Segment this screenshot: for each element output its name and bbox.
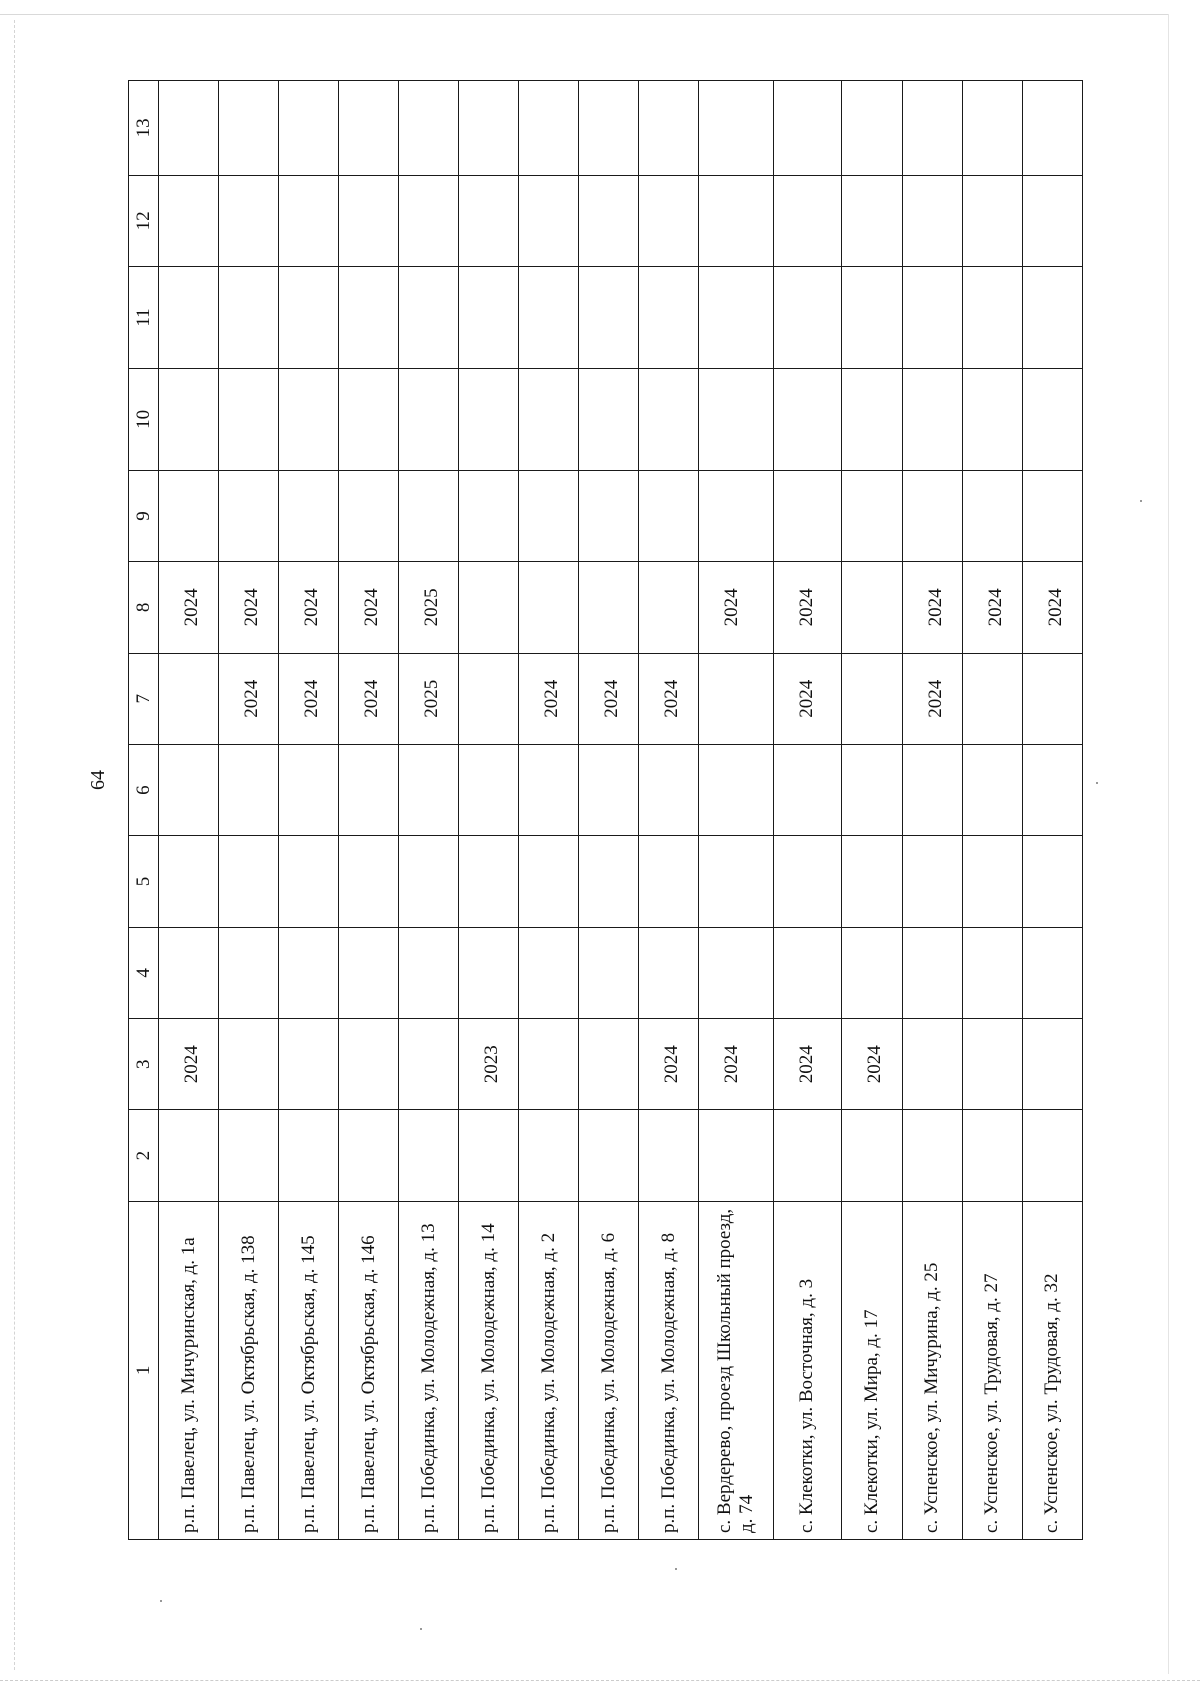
year-cell	[1022, 927, 1082, 1018]
year-cell	[1022, 175, 1082, 266]
year-cell	[279, 1019, 339, 1110]
table-row	[159, 81, 219, 1540]
year-cell	[841, 836, 902, 927]
year-cell	[841, 175, 902, 266]
year-cell	[579, 836, 639, 927]
year-cell	[459, 562, 519, 653]
year-cell	[841, 1110, 902, 1201]
year-cell	[774, 744, 842, 835]
address-cell: р.п. Павелец, ул. Октябрьская, д. 138	[219, 1201, 279, 1539]
column-header: 13	[129, 81, 159, 176]
year-cell	[902, 81, 962, 176]
year-cell	[219, 81, 279, 176]
scan-speck	[420, 1628, 422, 1630]
year-cell: 2024	[219, 562, 279, 653]
year-cell	[699, 744, 774, 835]
year-cell	[639, 836, 699, 927]
year-cell	[902, 175, 962, 266]
table-row	[841, 81, 902, 1540]
column-header: 10	[129, 368, 159, 470]
year-cell	[339, 175, 399, 266]
year-cell	[962, 653, 1022, 744]
year-cell	[841, 81, 902, 176]
year-cell	[1022, 267, 1082, 369]
year-cell	[1022, 368, 1082, 470]
year-cell: 2024	[579, 653, 639, 744]
header-row	[129, 81, 159, 1540]
table-row	[699, 81, 774, 1540]
year-cell	[774, 1110, 842, 1201]
scan-edge-right	[1168, 14, 1169, 1674]
year-cell	[399, 927, 459, 1018]
year-cell	[279, 470, 339, 561]
column-header: 6	[129, 744, 159, 835]
year-cell	[219, 175, 279, 266]
year-cell	[579, 927, 639, 1018]
year-cell	[579, 267, 639, 369]
column-header: 3	[129, 1019, 159, 1110]
year-cell	[399, 470, 459, 561]
year-cell: 2024	[1022, 562, 1082, 653]
year-cell: 2025	[399, 562, 459, 653]
year-cell	[902, 744, 962, 835]
year-cell	[699, 368, 774, 470]
scan-speck	[1140, 500, 1142, 502]
year-cell	[459, 1110, 519, 1201]
address-cell: с. Клекотки, ул. Восточная, д. 3	[774, 1201, 842, 1539]
table-row	[459, 81, 519, 1540]
address-cell: р.п. Побединка, ул. Молодежная, д. 14	[459, 1201, 519, 1539]
year-cell	[774, 175, 842, 266]
year-cell	[962, 1110, 1022, 1201]
year-cell	[339, 1019, 399, 1110]
year-cell	[399, 744, 459, 835]
year-cell	[774, 267, 842, 369]
year-cell	[399, 1110, 459, 1201]
scan-edge-top	[0, 14, 1168, 15]
year-cell	[962, 836, 1022, 927]
page-number: 64	[87, 770, 109, 790]
year-cell	[962, 470, 1022, 561]
year-cell	[579, 470, 639, 561]
address-cell: р.п. Павелец, ул. Октябрьская, д. 145	[279, 1201, 339, 1539]
year-cell	[639, 1110, 699, 1201]
year-cell	[339, 81, 399, 176]
year-cell	[519, 1019, 579, 1110]
year-cell	[339, 836, 399, 927]
year-cell	[579, 562, 639, 653]
year-cell	[841, 744, 902, 835]
address-cell: р.п. Побединка, ул. Молодежная, д. 6	[579, 1201, 639, 1539]
year-cell	[159, 368, 219, 470]
table-body	[129, 81, 1083, 1540]
year-cell	[339, 1110, 399, 1201]
year-cell: 2024	[902, 562, 962, 653]
year-cell	[519, 1110, 579, 1201]
year-cell: 2024	[774, 1019, 842, 1110]
column-header: 12	[129, 175, 159, 266]
year-cell: 2024	[279, 562, 339, 653]
address-cell: р.п. Побединка, ул. Молодежная, д. 8	[639, 1201, 699, 1539]
year-cell: 2024	[841, 1019, 902, 1110]
year-cell	[399, 368, 459, 470]
year-cell	[279, 744, 339, 835]
year-cell	[579, 1110, 639, 1201]
year-cell	[519, 470, 579, 561]
year-cell	[841, 653, 902, 744]
table-row	[1022, 81, 1082, 1540]
year-cell	[902, 1019, 962, 1110]
year-cell	[219, 744, 279, 835]
table-row	[339, 81, 399, 1540]
scan-speck	[675, 1568, 677, 1570]
year-cell: 2025	[399, 653, 459, 744]
year-cell	[639, 175, 699, 266]
year-cell	[459, 175, 519, 266]
table-row	[579, 81, 639, 1540]
address-cell: р.п. Павелец, ул. Мичуринская, д. 1а	[159, 1201, 219, 1539]
year-cell	[159, 267, 219, 369]
scan-edge-left	[14, 20, 16, 1670]
year-cell	[339, 744, 399, 835]
address-cell: с. Успенское, ул. Трудовая, д. 27	[962, 1201, 1022, 1539]
year-cell	[339, 267, 399, 369]
year-cell: 2024	[279, 653, 339, 744]
table-row	[902, 81, 962, 1540]
address-cell: р.п. Побединка, ул. Молодежная, д. 2	[519, 1201, 579, 1539]
year-cell	[399, 81, 459, 176]
year-cell	[159, 1110, 219, 1201]
year-cell	[774, 927, 842, 1018]
year-cell: 2024	[639, 1019, 699, 1110]
scan-edge-bottom	[0, 1680, 1200, 1682]
year-cell	[774, 836, 842, 927]
year-cell	[639, 81, 699, 176]
year-cell	[459, 81, 519, 176]
year-cell	[699, 470, 774, 561]
year-cell: 2024	[774, 562, 842, 653]
year-cell	[639, 927, 699, 1018]
year-cell	[902, 267, 962, 369]
column-header: 5	[129, 836, 159, 927]
year-cell: 2024	[774, 653, 842, 744]
column-header: 9	[129, 470, 159, 561]
year-cell	[279, 175, 339, 266]
year-cell	[519, 368, 579, 470]
year-cell	[459, 368, 519, 470]
year-cell	[279, 368, 339, 470]
year-cell	[962, 1019, 1022, 1110]
year-cell: 2024	[519, 653, 579, 744]
year-cell	[962, 81, 1022, 176]
year-cell	[519, 562, 579, 653]
year-cell	[159, 470, 219, 561]
year-cell: 2024	[339, 562, 399, 653]
year-cell	[902, 927, 962, 1018]
year-cell: 2024	[962, 562, 1022, 653]
year-cell	[1022, 470, 1082, 561]
year-cell	[699, 267, 774, 369]
year-cell	[159, 653, 219, 744]
year-cell	[159, 81, 219, 176]
year-cell	[1022, 1019, 1082, 1110]
table-row	[219, 81, 279, 1540]
year-cell	[962, 267, 1022, 369]
year-cell	[962, 175, 1022, 266]
year-cell	[579, 1019, 639, 1110]
table-row	[399, 81, 459, 1540]
year-cell	[774, 470, 842, 561]
year-cell	[699, 653, 774, 744]
year-cell	[1022, 81, 1082, 176]
year-cell	[279, 81, 339, 176]
year-cell	[579, 368, 639, 470]
table-row	[519, 81, 579, 1540]
year-cell	[339, 927, 399, 1018]
year-cell	[279, 1110, 339, 1201]
year-cell	[579, 744, 639, 835]
year-cell	[699, 175, 774, 266]
year-cell	[841, 267, 902, 369]
column-header: 7	[129, 653, 159, 744]
year-cell	[1022, 744, 1082, 835]
year-cell: 2024	[699, 562, 774, 653]
year-cell	[339, 470, 399, 561]
year-cell	[639, 368, 699, 470]
year-cell	[962, 927, 1022, 1018]
year-cell	[279, 836, 339, 927]
column-header: 4	[129, 927, 159, 1018]
year-cell	[399, 836, 459, 927]
scan-speck	[1096, 782, 1098, 784]
year-cell	[639, 267, 699, 369]
column-header: 2	[129, 1110, 159, 1201]
year-cell	[459, 927, 519, 1018]
year-cell	[519, 267, 579, 369]
year-cell	[459, 836, 519, 927]
year-cell	[699, 81, 774, 176]
year-cell	[339, 368, 399, 470]
year-cell	[519, 744, 579, 835]
year-cell	[579, 81, 639, 176]
year-cell: 2024	[159, 1019, 219, 1110]
year-cell	[902, 1110, 962, 1201]
year-cell	[699, 927, 774, 1018]
year-cell: 2024	[699, 1019, 774, 1110]
table-wrapper	[128, 80, 1083, 1540]
year-cell	[639, 562, 699, 653]
year-cell	[639, 744, 699, 835]
year-cell	[902, 836, 962, 927]
year-cell	[219, 1110, 279, 1201]
year-cell	[219, 836, 279, 927]
year-cell	[219, 267, 279, 369]
scan-speck	[160, 1600, 162, 1602]
year-cell	[962, 744, 1022, 835]
year-cell	[579, 175, 639, 266]
year-cell	[279, 927, 339, 1018]
year-cell	[841, 562, 902, 653]
year-cell	[219, 927, 279, 1018]
year-cell	[459, 470, 519, 561]
year-cell: 2024	[639, 653, 699, 744]
year-cell	[159, 927, 219, 1018]
year-cell	[774, 81, 842, 176]
year-cell	[1022, 836, 1082, 927]
year-cell	[399, 175, 459, 266]
address-cell: с. Клекотки, ул. Мира, д. 17	[841, 1201, 902, 1539]
year-cell	[1022, 653, 1082, 744]
year-cell	[841, 927, 902, 1018]
year-cell: 2023	[459, 1019, 519, 1110]
column-header: 11	[129, 267, 159, 369]
address-cell: р.п. Побединка, ул. Молодежная, д. 13	[399, 1201, 459, 1539]
year-cell	[159, 175, 219, 266]
column-header: 1	[129, 1201, 159, 1539]
year-cell	[774, 368, 842, 470]
year-cell	[519, 927, 579, 1018]
year-cell	[399, 1019, 459, 1110]
table-row	[774, 81, 842, 1540]
year-cell: 2024	[219, 653, 279, 744]
year-cell	[459, 653, 519, 744]
address-cell: с. Успенское, ул. Мичурина, д. 25	[902, 1201, 962, 1539]
year-cell	[279, 267, 339, 369]
address-cell: р.п. Павелец, ул. Октябрьская, д. 146	[339, 1201, 399, 1539]
table-row	[962, 81, 1022, 1540]
year-cell	[519, 175, 579, 266]
year-cell	[459, 267, 519, 369]
year-cell: 2024	[902, 653, 962, 744]
year-cell	[399, 267, 459, 369]
year-cell	[159, 744, 219, 835]
column-header: 8	[129, 562, 159, 653]
year-cell	[902, 368, 962, 470]
year-cell: 2024	[159, 562, 219, 653]
year-cell	[841, 470, 902, 561]
schedule-table	[128, 80, 1083, 1540]
address-cell: с. Успенское, ул. Трудовая, д. 32	[1022, 1201, 1082, 1539]
year-cell	[159, 836, 219, 927]
year-cell	[1022, 1110, 1082, 1201]
year-cell	[699, 1110, 774, 1201]
year-cell	[219, 470, 279, 561]
address-cell: с. Вердерево, проезд Школьный проезд, д. 74	[699, 1201, 774, 1539]
table-row	[279, 81, 339, 1540]
year-cell: 2024	[339, 653, 399, 744]
year-cell	[219, 368, 279, 470]
year-cell	[841, 368, 902, 470]
year-cell	[962, 368, 1022, 470]
year-cell	[519, 836, 579, 927]
table-row	[639, 81, 699, 1540]
year-cell	[639, 470, 699, 561]
year-cell	[902, 470, 962, 561]
year-cell	[699, 836, 774, 927]
year-cell	[219, 1019, 279, 1110]
year-cell	[519, 81, 579, 176]
year-cell	[459, 744, 519, 835]
